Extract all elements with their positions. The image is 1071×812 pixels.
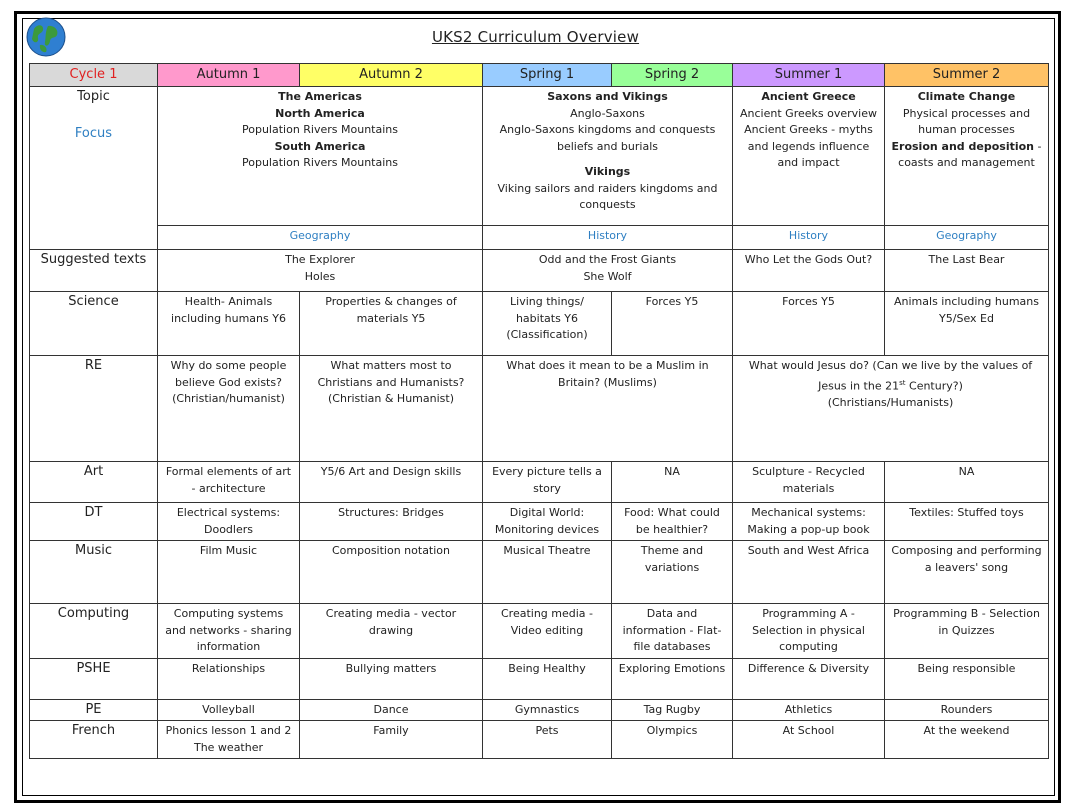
dt-row xyxy=(30,503,1049,541)
pshe-sum1: Difference & Diversity xyxy=(733,658,885,699)
row-label-french: French xyxy=(30,721,158,759)
french-sum2: At the weekend xyxy=(885,721,1049,759)
dt-aut2: Structures: Bridges xyxy=(300,503,483,541)
header-autumn-1: Autumn 1 xyxy=(158,64,300,87)
french-aut1-b: The weather xyxy=(193,740,264,754)
page-title: UKS2 Curriculum Overview xyxy=(431,28,640,46)
pshe-aut1: Relationships xyxy=(158,658,300,699)
topic-spring-title: Saxons and Vikings xyxy=(547,90,668,103)
pshe-row xyxy=(30,658,1049,699)
topic-spring-l3: Viking sailors and raiders kingdoms and conquests xyxy=(497,181,718,211)
header-spring-2: Spring 2 xyxy=(612,64,733,87)
science-spr1: Living things/ habitats Y6 (Classification) xyxy=(483,292,612,356)
focus-summer-2: Geography xyxy=(885,225,1049,249)
art-aut2: Y5/6 Art and Design skills xyxy=(300,462,483,503)
row-label-dt: DT xyxy=(30,503,158,541)
topic-sum1-l2: Ancient Greeks - myths and legends influence and impact xyxy=(744,123,873,169)
music-spr2: Theme and variations xyxy=(612,541,733,604)
pshe-aut2: Bullying matters xyxy=(300,658,483,699)
topic-autumn-na-text: Population Rivers Mountains xyxy=(242,123,398,136)
header-autumn-2: Autumn 2 xyxy=(300,64,483,87)
text-autumn-1: The Explorer xyxy=(285,253,355,266)
french-aut1 xyxy=(158,721,300,759)
topic-autumn-sa-text: Population Rivers Mountains xyxy=(242,156,398,169)
computing-spr1: Creating media - Video editing xyxy=(483,604,612,659)
topic-sum2-l1: Physical processes and human processes xyxy=(902,106,1031,136)
music-spr1: Musical Theatre xyxy=(483,541,612,604)
topic-autumn xyxy=(158,87,483,226)
re-summer-a: What would Jesus do? (Can we live by the values of Jesus in the 21 xyxy=(748,359,1033,393)
row-label-music: Music xyxy=(30,541,158,604)
topic-spring-vikings: Vikings xyxy=(584,165,631,178)
topic-row xyxy=(30,87,1049,226)
french-spr1: Pets xyxy=(483,721,612,759)
music-aut1: Film Music xyxy=(158,541,300,604)
topic-summer-1 xyxy=(733,87,885,226)
focus-summer-1: History xyxy=(733,225,885,249)
topic-label: Topic xyxy=(77,89,110,104)
re-row xyxy=(30,356,1049,462)
pshe-spr1: Being Healthy xyxy=(483,658,612,699)
pe-sum2: Rounders xyxy=(885,699,1049,721)
topic-autumn-sa-head: South America xyxy=(274,139,366,153)
re-aut1: Why do some people believe God exists? (Christian/humanist) xyxy=(158,356,300,462)
french-aut2: Family xyxy=(300,721,483,759)
re-summer-c: (Christians/Humanists) xyxy=(827,395,954,409)
texts-summer-2: The Last Bear xyxy=(885,250,1049,292)
texts-row xyxy=(30,250,1049,292)
science-sum1: Forces Y5 xyxy=(733,292,885,356)
row-label-texts: Suggested texts xyxy=(30,250,158,292)
music-sum2: Composing and performing a leavers' song xyxy=(885,541,1049,604)
dt-sum1: Mechanical systems: Making a pop-up book xyxy=(733,503,885,541)
pe-sum1: Athletics xyxy=(733,699,885,721)
header-row xyxy=(30,64,1049,87)
re-summer-b: Century?) xyxy=(905,379,963,393)
french-sum1: At School xyxy=(733,721,885,759)
row-label-art: Art xyxy=(30,462,158,503)
pe-aut2: Dance xyxy=(300,699,483,721)
science-aut2: Properties & changes of materials Y5 xyxy=(300,292,483,356)
topic-spring xyxy=(483,87,733,226)
header-spring-1: Spring 1 xyxy=(483,64,612,87)
focus-autumn: Geography xyxy=(158,225,483,249)
text-autumn-2: Holes xyxy=(304,269,336,283)
re-aut2: What matters most to Christians and Humanists? (Christian & Humanist) xyxy=(300,356,483,462)
re-spring: What does it mean to be a Muslim in Britain? (Muslims) xyxy=(483,356,733,462)
row-label-pshe: PSHE xyxy=(30,658,158,699)
art-spr2: NA xyxy=(612,462,733,503)
texts-spring xyxy=(483,250,733,292)
science-spr2: Forces Y5 xyxy=(612,292,733,356)
curriculum-table xyxy=(29,63,1049,759)
art-aut1: Formal elements of art - architecture xyxy=(158,462,300,503)
topic-sum2-l2: - coasts and management xyxy=(898,139,1042,169)
art-row xyxy=(30,462,1049,503)
art-spr1: Every picture tells a story xyxy=(483,462,612,503)
computing-sum2: Programming B - Selection in Quizzes xyxy=(885,604,1049,659)
pe-aut1: Volleyball xyxy=(158,699,300,721)
text-spring-1: Odd and the Frost Giants xyxy=(538,253,677,266)
focus-row xyxy=(30,225,1049,249)
science-aut1: Health- Animals including humans Y6 xyxy=(158,292,300,356)
computing-aut1: Computing systems and networks - sharing information xyxy=(158,604,300,659)
row-label-science: Science xyxy=(30,292,158,356)
row-label-re: RE xyxy=(30,356,158,462)
art-sum1: Sculpture - Recycled materials xyxy=(733,462,885,503)
header-summer-2: Summer 2 xyxy=(885,64,1049,87)
computing-sum1: Programming A - Selection in physical computing xyxy=(733,604,885,659)
computing-row xyxy=(30,604,1049,659)
focus-label: Focus xyxy=(74,125,113,141)
topic-autumn-na-head: North America xyxy=(275,106,365,120)
pe-spr1: Gymnastics xyxy=(483,699,612,721)
topic-sum1-title: Ancient Greece xyxy=(761,90,856,103)
pshe-sum2: Being responsible xyxy=(885,658,1049,699)
dt-aut1: Electrical systems: Doodlers xyxy=(158,503,300,541)
pe-spr2: Tag Rugby xyxy=(612,699,733,721)
computing-spr2: Data and information - Flat-file databases xyxy=(612,604,733,659)
music-aut2: Composition notation xyxy=(300,541,483,604)
topic-sum2-title: Climate Change xyxy=(917,90,1016,103)
topic-spring-l2: Anglo-Saxons kingdoms and conquests beliefs and burials xyxy=(499,123,716,153)
french-spr2: Olympics xyxy=(612,721,733,759)
focus-spring: History xyxy=(483,225,733,249)
dt-spr1: Digital World: Monitoring devices xyxy=(483,503,612,541)
topic-summer-2 xyxy=(885,87,1049,226)
science-sum2: Animals including humans Y5/Sex Ed xyxy=(885,292,1049,356)
row-label-pe: PE xyxy=(30,699,158,721)
text-spring-2: She Wolf xyxy=(583,269,632,283)
header-cycle: Cycle 1 xyxy=(30,64,158,87)
music-sum1: South and West Africa xyxy=(733,541,885,604)
row-label-computing: Computing xyxy=(30,604,158,659)
topic-sum1-l1: Ancient Greeks overview xyxy=(740,106,877,120)
texts-summer-1: Who Let the Gods Out? xyxy=(733,250,885,292)
header-summer-1: Summer 1 xyxy=(733,64,885,87)
art-sum2: NA xyxy=(885,462,1049,503)
science-row xyxy=(30,292,1049,356)
french-row xyxy=(30,721,1049,759)
row-label-topic xyxy=(30,87,158,250)
topic-sum2-head2: Erosion and deposition xyxy=(891,139,1035,153)
dt-sum2: Textiles: Stuffed toys xyxy=(885,503,1049,541)
dt-spr2: Food: What could be healthier? xyxy=(612,503,733,541)
topic-autumn-title: The Americas xyxy=(278,90,362,103)
music-row xyxy=(30,541,1049,604)
pe-row xyxy=(30,699,1049,721)
french-aut1-a: Phonics lesson 1 and 2 xyxy=(165,724,292,737)
texts-autumn xyxy=(158,250,483,292)
re-summer-sup: st xyxy=(899,378,906,387)
re-summer xyxy=(733,356,1049,462)
computing-aut2: Creating media - vector drawing xyxy=(300,604,483,659)
topic-spring-l1: Anglo-Saxons xyxy=(570,106,645,120)
pshe-spr2: Exploring Emotions xyxy=(612,658,733,699)
